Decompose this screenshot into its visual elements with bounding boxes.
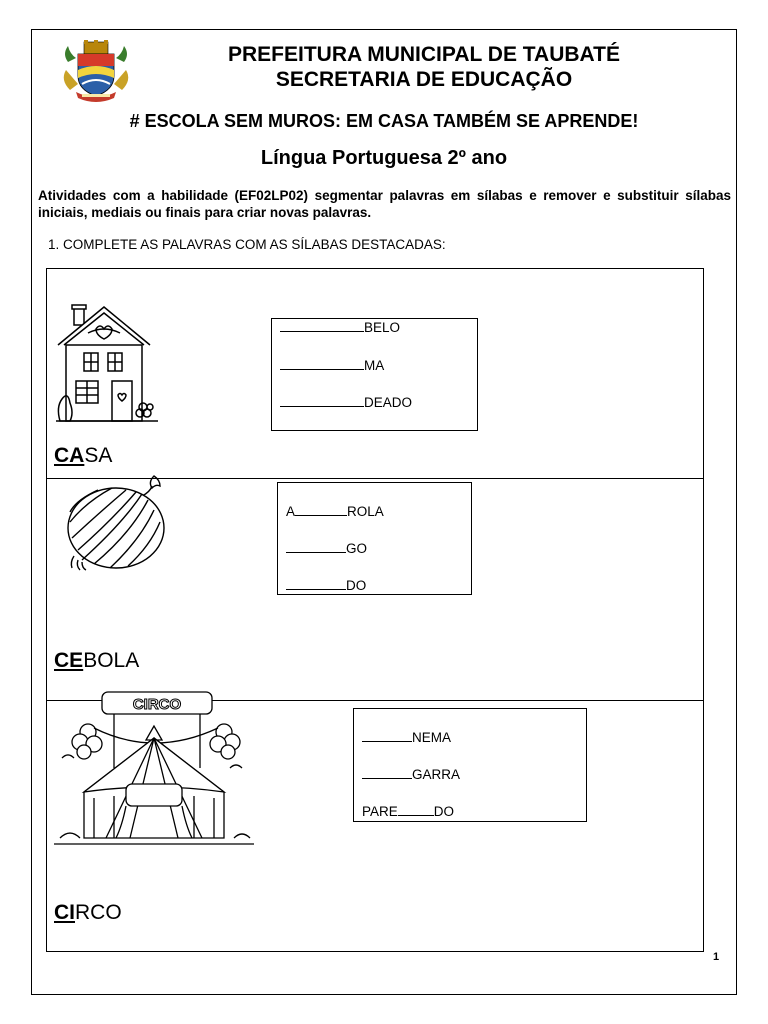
highlighted-syllable: CE (54, 649, 84, 672)
keyword-rest: BOLA (83, 649, 140, 672)
word-list-box-circo (353, 708, 587, 822)
word-item (286, 577, 366, 593)
word-item (286, 503, 384, 519)
word-suffix: DO (433, 804, 455, 819)
word-item (286, 540, 367, 556)
answer-blank[interactable] (286, 540, 346, 553)
question-1: 1. COMPLETE AS PALAVRAS COM AS SÍLABAS DESTACADAS: (48, 237, 446, 252)
word-item (280, 319, 400, 335)
circus-illustration (54, 688, 254, 858)
word-item (362, 766, 460, 782)
answer-blank[interactable] (362, 766, 412, 779)
header-line-1: PREFEITURA MUNICIPAL DE TAUBATÉ (228, 43, 620, 66)
page-number: 1 (713, 951, 720, 963)
word-suffix: DEADO (364, 395, 413, 410)
word-suffix: ROLA (347, 504, 384, 519)
word-list-box-casa (271, 318, 478, 431)
header-line-2: SECRETARIA DE EDUCAÇÃO (275, 68, 573, 91)
keyword-casa (54, 444, 112, 468)
answer-blank[interactable] (280, 394, 364, 407)
word-list-box-cebola (277, 482, 472, 595)
word-item (280, 357, 384, 373)
keyword-cebola (54, 649, 139, 673)
keyword-rest: RCO (75, 901, 122, 924)
answer-blank[interactable] (362, 729, 412, 742)
activity-description: Atividades com a habilidade (EF02LP02) segmentar palavras em sílabas e remover e substituir sílabas iniciais, mediais ou finais para criar novas palavras. (38, 188, 731, 220)
answer-blank[interactable] (280, 357, 364, 370)
word-item (362, 803, 454, 819)
keyword-rest: SA (84, 444, 113, 467)
word-prefix: PARE (362, 804, 398, 819)
word-suffix: GARRA (412, 767, 461, 782)
word-prefix: A (286, 504, 296, 519)
answer-blank[interactable] (398, 803, 434, 816)
highlighted-syllable: CI (54, 901, 75, 924)
slogan: # ESCOLA SEM MUROS: EM CASA TAMBÉM SE APRENDE! (129, 111, 639, 131)
word-item (280, 394, 412, 410)
house-illustration (54, 303, 160, 425)
subject-title: Língua Portuguesa 2º ano (260, 147, 508, 169)
word-suffix: DO (346, 578, 367, 593)
word-suffix: BELO (364, 320, 401, 335)
circus-sign-text: CIRCO (132, 696, 182, 713)
onion-illustration (64, 470, 174, 580)
word-suffix: MA (364, 358, 385, 373)
answer-blank[interactable] (286, 577, 346, 590)
coat-of-arms-logo (60, 40, 132, 102)
highlighted-syllable: CA (54, 444, 85, 467)
keyword-circo (54, 901, 122, 925)
answer-blank[interactable] (295, 503, 347, 516)
word-suffix: GO (346, 541, 368, 556)
word-item (362, 729, 451, 745)
word-suffix: NEMA (412, 730, 452, 745)
answer-blank[interactable] (280, 319, 364, 332)
